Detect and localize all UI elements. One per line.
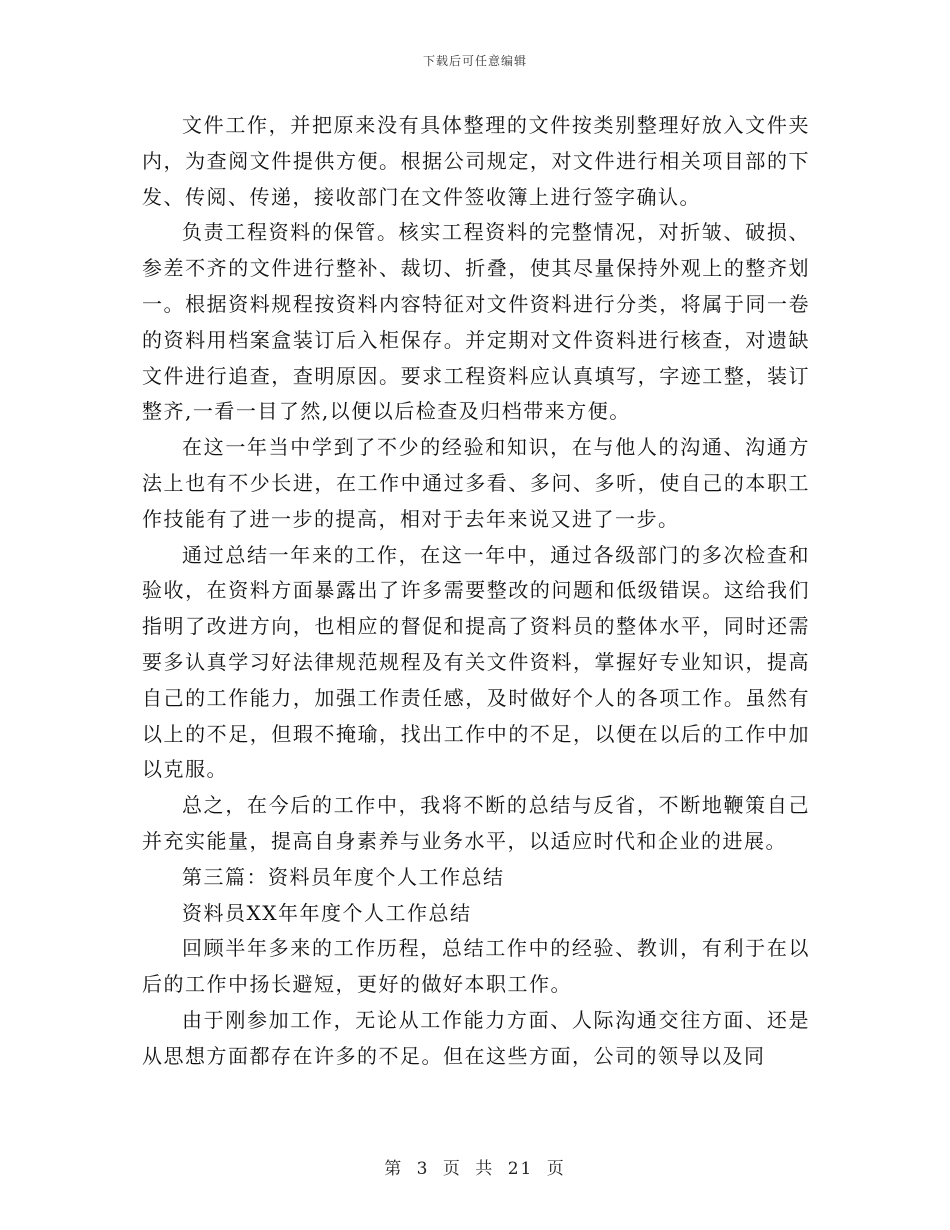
paragraph-file-work: 文件工作，并把原来没有具体整理的文件按类别整理好放入文件夹内，为查阅文件提供方便。根据公司规定，对文件进行相关项目部的下发、传阅、传递，接收部门在文件签收簿上进行签字确认。 xyxy=(142,113,810,209)
paragraph-experience: 在这一年当中学到了不少的经验和知识，在与他人的沟通、沟通方法上也有不少长进，在工作中通过多看、多问、多听，使自己的本职工作技能有了进一步的提高，相对于去年来说又进了一步。 xyxy=(142,435,810,531)
page-number-footer: 第 3 页 共 21 页 xyxy=(384,1159,566,1179)
document-body xyxy=(142,108,810,1075)
paragraph-review-half-year: 回顾半年多来的工作历程，总结工作中的经验、教训，有利于在以后的工作中扬长避短，更好的做好本职工作。 xyxy=(142,936,810,997)
paragraph-new-job-shortcomings: 由于刚参加工作，无论从工作能力方面、人际沟通交往方面、还是从思想方面都存在许多的不足。但在这些方面，公司的领导以及同 xyxy=(142,1007,810,1068)
page-header: 下载后可任意编辑 xyxy=(422,54,527,68)
paragraph-summary-review: 通过总结一年来的工作，在这一年中，通过各级部门的多次检查和验收，在资料方面暴露出了许多需要整改的问题和低级错误。这给我们指明了改进方向，也相应的督促和提高了资料员的整体水平，同时还需要多认真学习好法律规范规程及有关文件资料，掌握好专业知识，提高自己的工作能力，加强工作责任感，及时做好个人的各项工作。虽然有以上的不足，但瑕不掩瑜，找出工作中的不足，以便在以后的工作中加以克服。 xyxy=(142,542,810,782)
paragraph-archive-storage: 负责工程资料的保管。核实工程资料的完整情况，对折皱、破损、参差不齐的文件进行整补、裁切、折叠，使其尽量保持外观上的整齐划一。根据资料规程按资料内容特征对文件资料进行分类，将属于同一卷的资料用档案盒装订后入柜保存。并定期对文件资料进行核查，对遗缺文件进行追查，查明原因。要求工程资料应认真填写，字迹工整，装订整齐,一看一目了然,以便以后检查及归档带来方便。 xyxy=(142,220,810,424)
paragraph-conclusion: 总之，在今后的工作中，我将不断的总结与反省，不断地鞭策自己并充实能量，提高自身素养与业务水平，以适应时代和企业的进展。 xyxy=(142,793,810,853)
section-heading-part-three: 第三篇：资料员年度个人工作总结 xyxy=(182,864,505,889)
section-subtitle: 资料员XX年年度个人工作总结 xyxy=(182,900,472,925)
